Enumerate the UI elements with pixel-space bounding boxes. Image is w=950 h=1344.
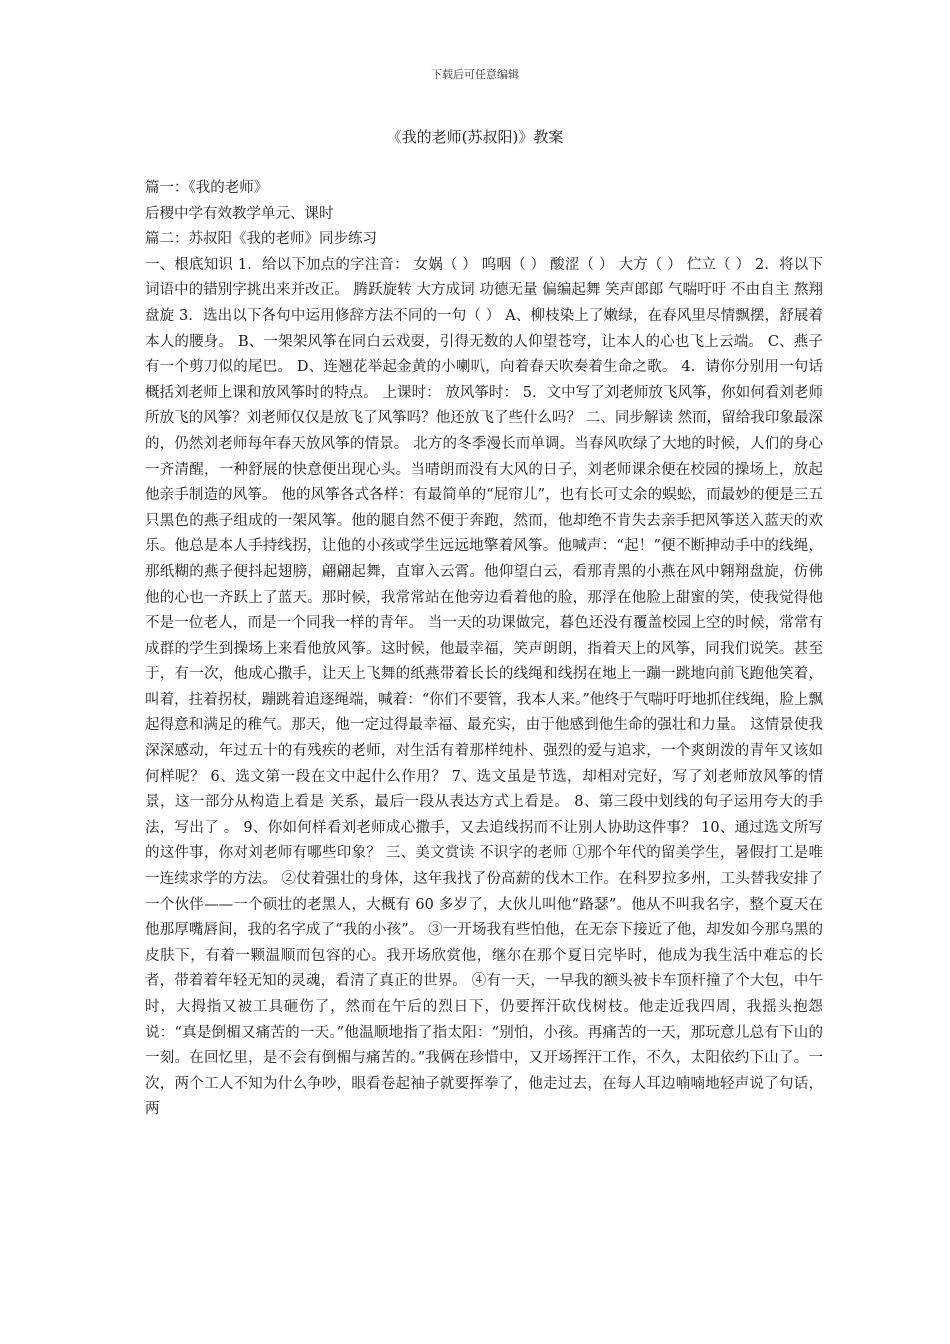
section-line-2: 后稷中学有效教学单元、课时 bbox=[145, 205, 334, 222]
document-body bbox=[145, 176, 823, 1123]
section-line-3: 篇二：苏叔阳《我的老师》同步练习 bbox=[145, 231, 377, 248]
header-note: 下载后可任意编辑 bbox=[431, 68, 519, 81]
body-paragraph: 一、根底知识 1．给以下加点的字注音： 女娲（ ） 呜咽（ ） 酸涩（ ） 大方（ ） 伫立（ ） 2．将以下词语中的错别字挑出来并改正。 腾跃旋转 大方成词 功德无量 偏编起舞 笑声郎郎 气喘吁吁 不由自主 熬翔盘旋 3．选出以下各句中运用修辞方法不同的一句（ ） A、柳枝染上了嫩绿，在春风里尽情飘摆，舒展着本人的腰身。 B、一架架风筝在同白云戏耍，引得无数的人仰望苍穹，让本人的心也飞上云端。 C、燕子有一个剪刀似的尾巴。 D、连翘花举起金黄的小喇叭，向着春天吹奏着生命之歌。 4．请你分别用一句话概括刘老师上课和放风筝时的特点。 上课时： 放风筝时： 5．文中写了刘老师放飞风筝，你如何看刘老师所放飞的风筝？刘老师仅仅是放飞了风筝吗？他还放飞了些什么吗？ 二、同步解读 然而，留给我印象最深的，仍然刘老师每年春天放风筝的情景。 北方的冬季漫长而单调。当春风吹绿了大地的时候，人们的身心一齐清醒，一种舒展的快意便出现心头。当晴朗而没有大风的日子，刘老师课余便在校园的操场上，放起他亲手制造的风筝。 他的风筝各式各样：有最简单的“屁帘儿”，也有长可丈余的蜈蚣，而最妙的便是三五只黑色的燕子组成的一架风筝。他的腿自然不便于奔跑，然而，他却绝不肯失去亲手把风筝送入蓝天的欢乐。他总是本人手持线拐，让他的小孩或学生远远地擎着风筝。他喊声：“起！”便不断抻动手中的线绳，那纸糊的燕子便抖起翅膀，翩翩起舞，直窜入云霄。他仰望白云，看那青黑的小燕在风中翱翔盘旋，仿佛他的心也一齐跃上了蓝天。那时候，我常常站在他旁边看着他的脸，那浮在他脸上甜蜜的笑，使我觉得他不是一位老人，而是一个同我一样的青年。 当一天的功课做完，暮色还没有覆盖校园上空的时候，常常有成群的学生到操场上来看他放风筝。这时候，他最幸福，笑声朗朗，指着天上的风筝，同我们说笑。甚至于，有一次，他成心撒手，让天上飞舞的纸燕带着长长的线绳和线拐在地上一蹦一跳地向前飞跑他笑着，叫着，拄着拐杖，蹦跳着追逐绳端，喊着：“你们不要管，我本人来。”他终于气喘吁吁地抓住线绳，脸上飘起得意和满足的稚气。那天，他一定过得最幸福、最充实，由于他感到他生命的强壮和力量。 这情景使我深深感动，年过五十的有残疾的老师，对生活有着那样纯朴、强烈的爱与追求，一个爽朗泼的青年又该如何样呢？ 6、选文第一段在文中起什么作用？ 7、选文虽是节选，却相对完好，写了刘老师放风筝的情景，这一部分从构造上看是 关系，最后一段从表达方式上看是。 8、第三段中划线的句子运用夸大的手法，写出了 。 9、你如何样看刘老师成心撒手，又去追线拐而不让别人协助这件事？ 10、通过选文所写的这件事，你对刘老师有哪些印象？ 三、美文赏读 不识字的老师 ①那个年代的留美学生，暑假打工是唯一连续求学的方法。 ②仗着强壮的身体，这年我找了份高薪的伐木工作。在科罗拉多州，工头替我安排了一个伙伴——一个硕壮的老黑人，大概有 60 多岁了，大伙儿叫他“路瑟”。他从不叫我名字，整个夏天在他那厚嘴唇间，我的名字成了“我的小孩”。 ③一开场我有些怕他，在无奈下接近了他，却发如今那乌黑的皮肤下，有着一颗温顺而包容的心。我开场欣赏他，继尔在那个夏日完毕时，他成为我生活中难忘的长者，带着着年轻无知的灵魂，看清了真正的世界。 ④有一天，一早我的额头被卡车顶杆撞了个大包，中午时，大拇指又被工具砸伤了，然而在午后的烈日下，仍要挥汗砍伐树枝。他走近我四周，我摇头抱怨说：“真是倒楣又痛苦的一天。”他温顺地指了指太阳：“别怕，小孩。再痛苦的一天，那玩意儿总有下山的一刻。在回忆里，是不会有倒楣与痛苦的。”我俩在珍惜中，又开场挥汗工作，不久，太阳依约下山了。一次，两个工人不知为什么争吵，眼看卷起袖子就要挥拳了，他走过去，在每人耳边喃喃地轻声说了句话，两 bbox=[145, 256, 823, 1118]
page-title: 《我的老师(苏叔阳)》教案 bbox=[386, 128, 564, 146]
section-line-1: 篇一：《我的老师》 bbox=[145, 180, 269, 196]
